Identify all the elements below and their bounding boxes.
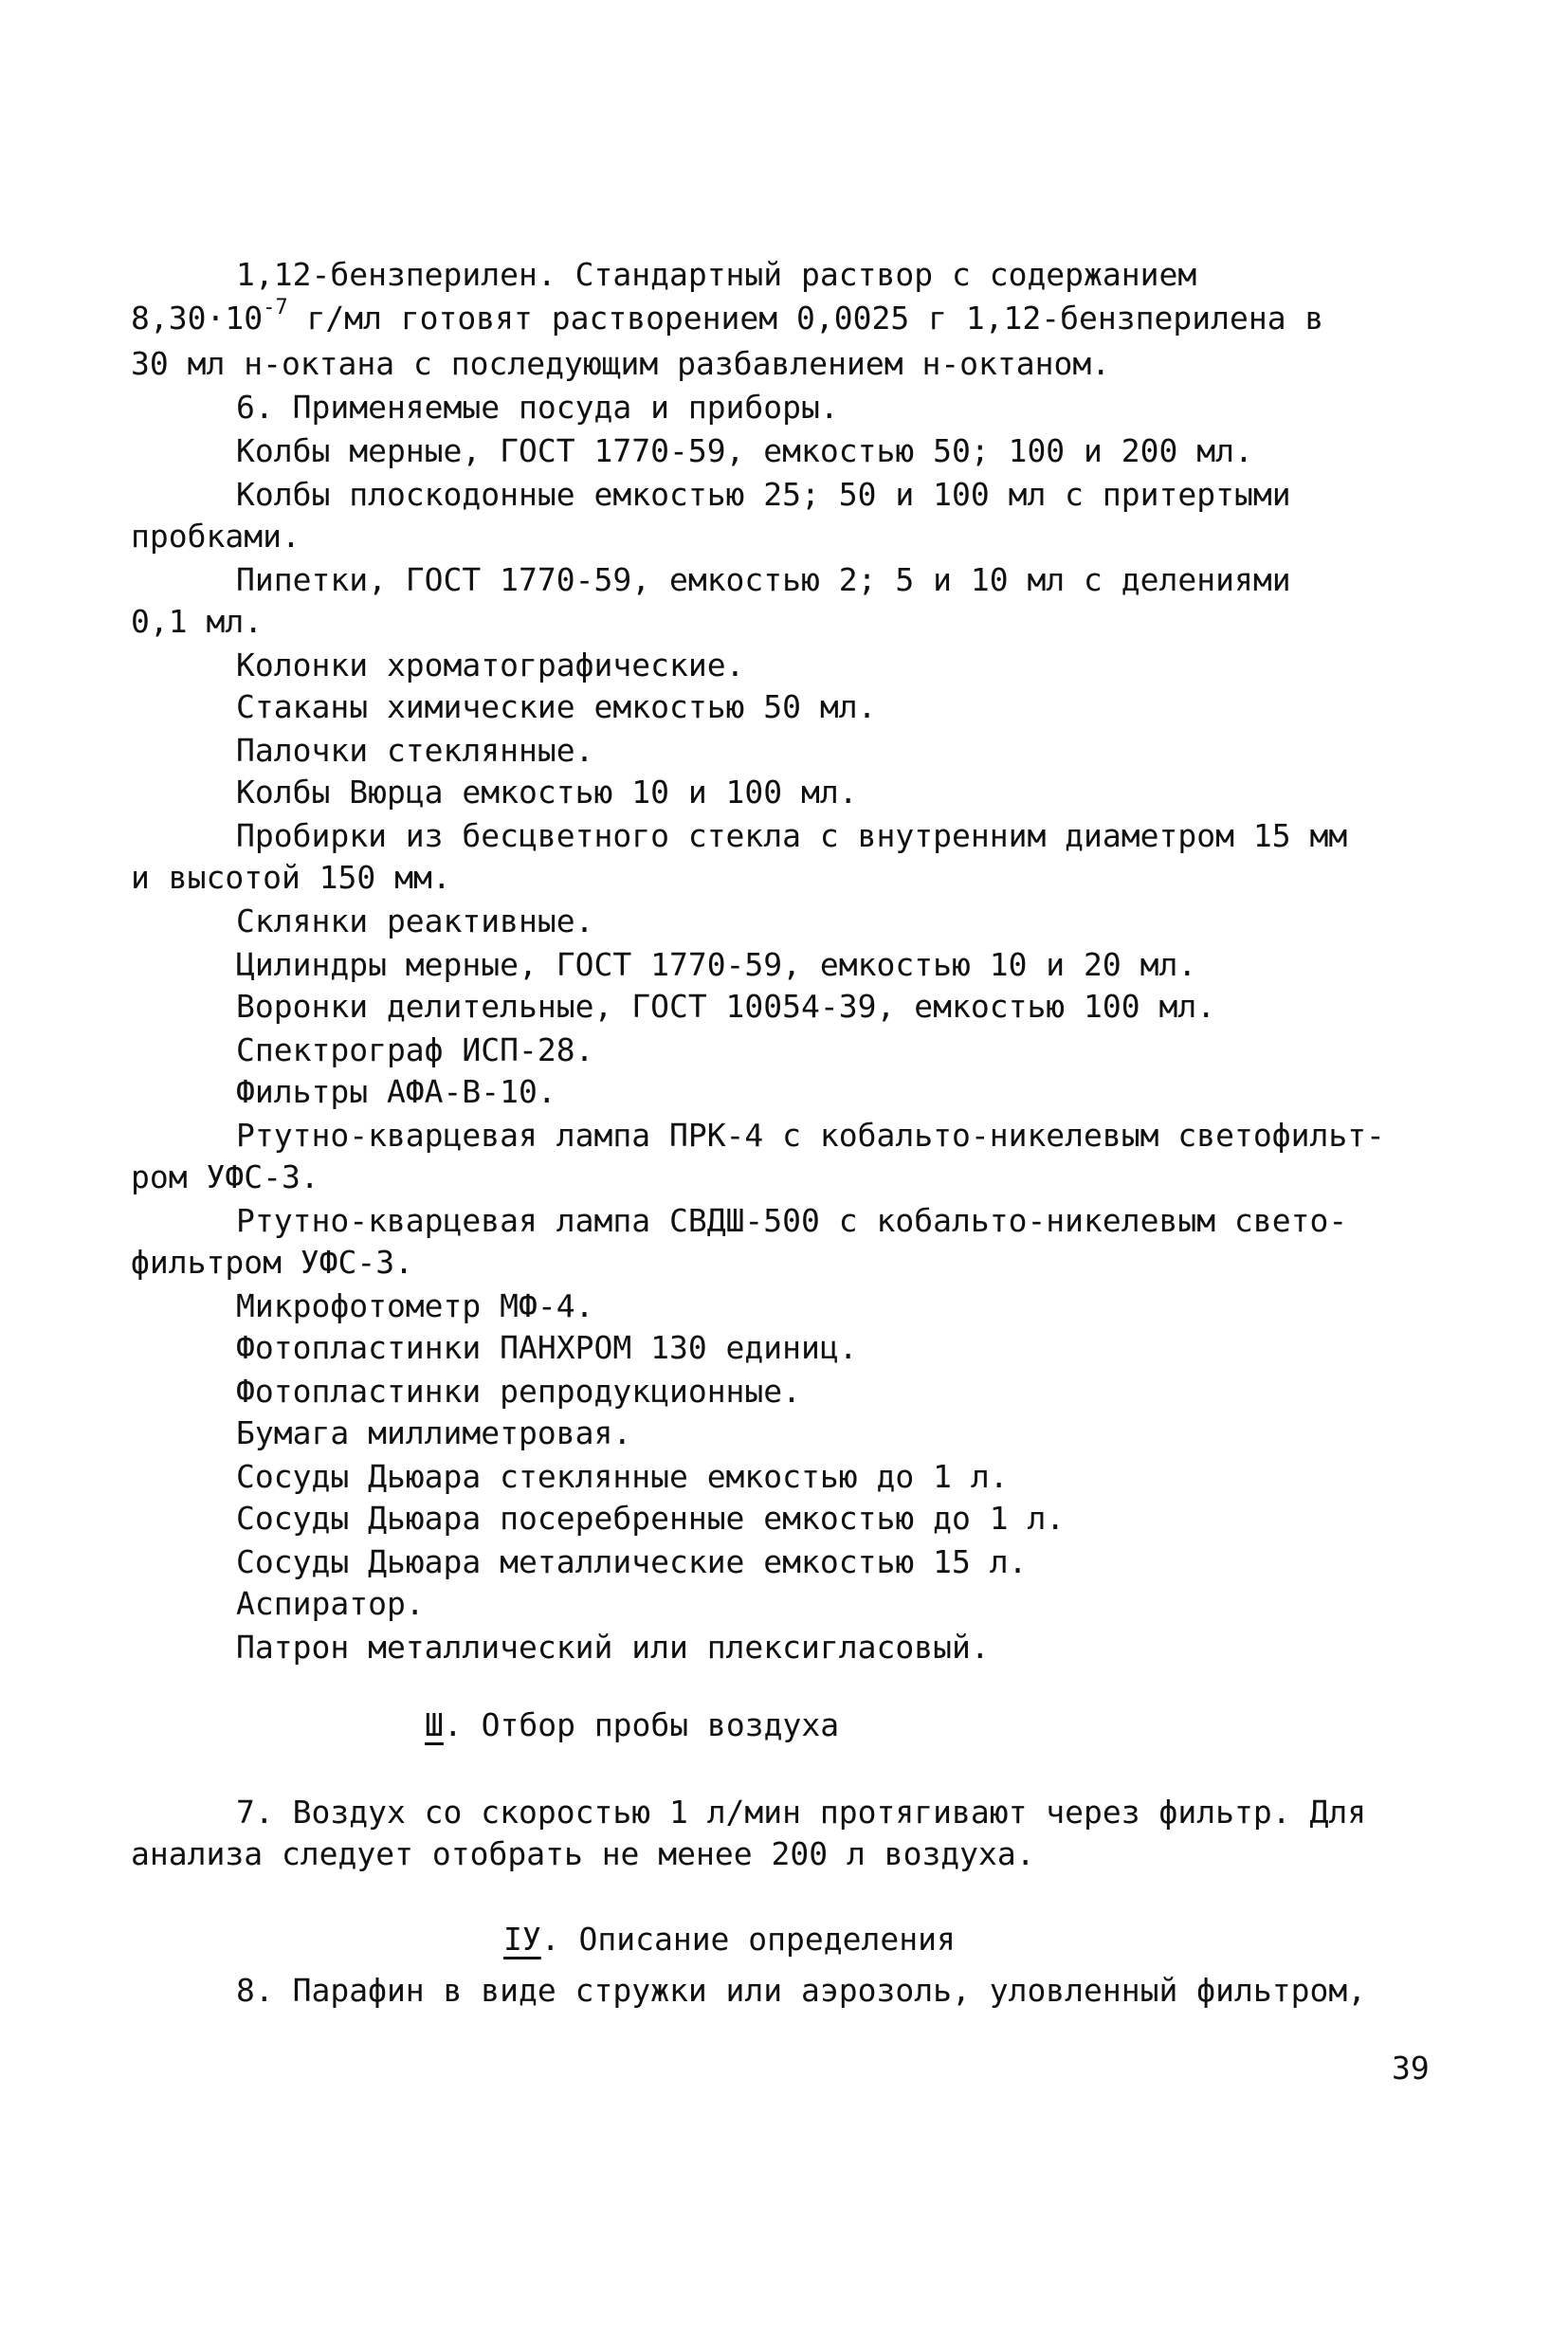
list-item-continuation: и высотой 150 мм. [131,859,451,896]
list-item: Колбы плоскодонные емкостью 25; 50 и 100 мл с притертыми [236,476,1291,513]
list-item: Колбы мерные, ГОСТ 1770-59, емкостью 50; 100 и 200 мл. [236,432,1253,469]
list-item-continuation: фильтром УФС-3. [131,1244,414,1281]
list-item: Сосуды Дьюара посеребренные емкостью до 1 л. [236,1500,1066,1537]
paragraph-text: г/мл готовят растворением 0,0025 г 1,12-бензперилена в [287,300,1324,337]
section-heading-6: 6. Применяемые посуда и приборы. [236,389,839,426]
list-item: Фотопластинки репродукционные. [236,1373,802,1410]
paragraph-line: 8. Парафин в виде стружки или аэрозоль, уловленный фильтром, [236,1972,1367,2009]
list-item: Патрон металлический или плексигласовый. [236,1629,990,1666]
concentration-value: 8,30·10 [131,300,264,337]
list-item: Пипетки, ГОСТ 1770-59, емкостью 2; 5 и 10 мл с делениями [236,561,1291,598]
list-item: Склянки реактивные. [236,902,594,939]
section-numeral: IУ [503,1921,541,1958]
list-item: Сосуды Дьюара стеклянные емкостью до 1 л. [236,1458,1009,1495]
list-item-continuation: пробками. [131,518,301,555]
paragraph-line: 1,12-бензперилен. Стандартный раствор с содержанием [236,256,1197,293]
list-item: Колбы Вюрца емкостью 10 и 100 мл. [236,774,858,811]
exponent: -7 [263,296,288,319]
list-item: Ртутно-кварцевая лампа ПРК-4 с кобальто-никелевым светофильт- [236,1117,1385,1154]
list-item: Микрофотометр МФ-4. [236,1287,594,1324]
section-heading-4 [503,1919,956,1960]
list-item: Бумага миллиметровая. [236,1414,632,1451]
page-number: 39 [1392,2050,1430,2087]
section-title: . Описание определения [540,1921,956,1958]
list-item: Колонки хроматографические. [236,647,745,683]
list-item: Палочки стеклянные. [236,732,594,769]
list-item: Аспиратор. [236,1585,425,1622]
section-heading-3 [425,1704,839,1746]
list-item: Воронки делительные, ГОСТ 10054-39, емкостью 100 мл. [236,988,1216,1025]
list-item: Фотопластинки ПАНХРОМ 130 единиц. [236,1329,858,1366]
list-item: Стаканы химические емкостью 50 мл. [236,688,877,725]
list-item: Пробирки из бесцветного стекла с внутренним диаметром 15 мм [236,817,1348,854]
list-item: Спектрограф ИСП-28. [236,1031,594,1068]
list-item: Фильтры АФА-В-10. [236,1073,556,1110]
paragraph-line: 7. Воздух со скоростью 1 л/мин протягивают через фильтр. Для [236,1794,1367,1831]
list-item-continuation: ром УФС-3. [131,1158,319,1195]
paragraph-line: 30 мл н-октана с последующим разбавлением н-октаном. [131,345,1111,382]
section-title: . Отбор пробы воздуха [443,1706,840,1743]
list-item: Ртутно-кварцевая лампа СВДШ-500 с кобальто-никелевым свето- [236,1202,1348,1239]
paragraph-line [131,298,1323,339]
section-numeral: Ш [425,1706,444,1743]
list-item-continuation: 0,1 мл. [131,603,264,640]
list-item: Сосуды Дьюара металлические емкостью 15 л. [236,1543,1028,1580]
paragraph-line: анализа следует отобрать не менее 200 л воздуха. [131,1835,1035,1872]
list-item: Цилиндры мерные, ГОСТ 1770-59, емкостью 10 и 20 мл. [236,946,1197,983]
